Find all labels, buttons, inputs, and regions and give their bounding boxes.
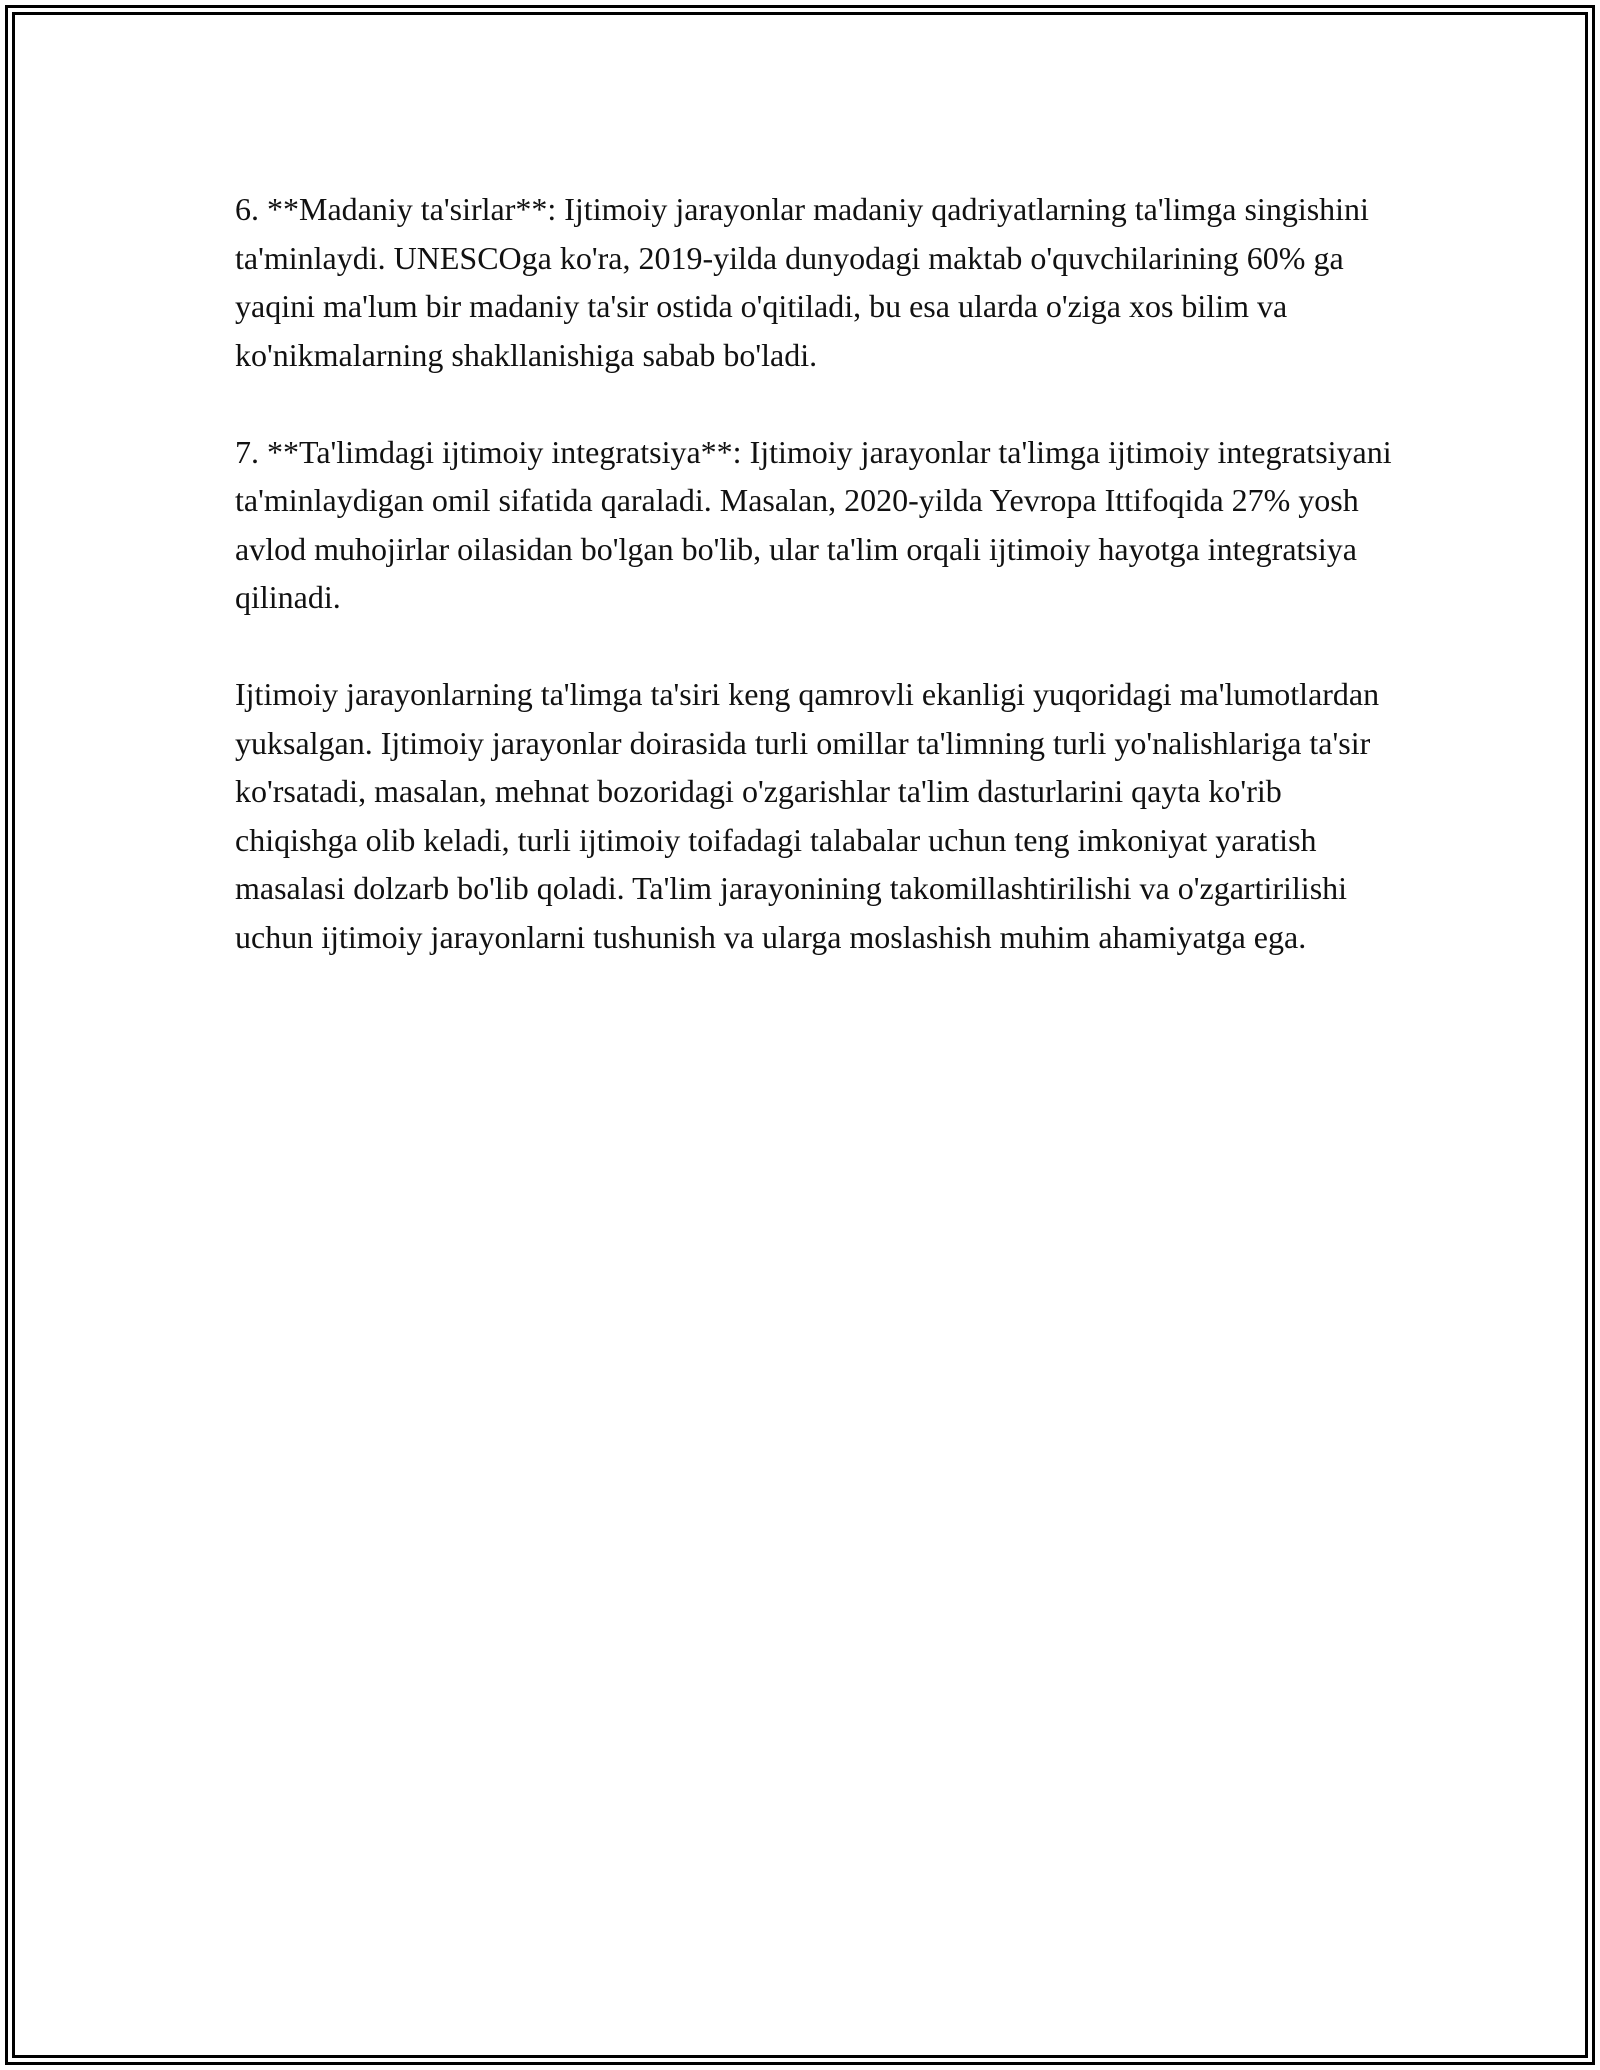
- paragraph-social-integration: 7. **Ta'limdagi ijtimoiy integratsiya**: Ijtimoiy jarayonlar ta'limga ijtimoiy integratsiyani ta'minlaydigan omil sifatida qaraladi. Masalan, 2020-yilda Yevropa Ittifoqida 27% yosh avlod muhojirlar oilasidan bo'lgan bo'lib, ular ta'lim orqali ijtimoiy hayotga integratsiya qilinadi.: [235, 433, 1392, 615]
- document-body: [235, 185, 1395, 961]
- paragraph-conclusion: Ijtimoiy jarayonlarning ta'limga ta'siri keng qamrovli ekanligi yuqoridagi ma'lumotlardan yuksalgan. Ijtimoiy jarayonlar doirasida turli omillar ta'limning turli yo'nalishlariga ta'sir ko'rsatadi, masalan, mehnat bozoridagi o'zgarishlar ta'lim dasturlarini qayta ko'rib chiqishga olib keladi, turli ijtimoiy toifadagi talabalar uchun teng imkoniyat yaratish masalasi dolzarb bo'lib qoladi. Ta'lim jarayonining takomillashtirilishi va o'zgartirilishi uchun ijtimoiy jarayonlarni tushunish va ularga moslashish muhim ahamiyatga ega.: [235, 676, 1380, 955]
- paragraph-cultural-influences: 6. **Madaniy ta'sirlar**: Ijtimoiy jarayonlar madaniy qadriyatlarning ta'limga singishini ta'minlaydi. UNESCOga ko'ra, 2019-yilda dunyodagi maktab o'quvchilarining 60% ga yaqini ma'lum bir madaniy ta'sir ostida o'qitiladi, bu esa ularda o'ziga xos bilim va ko'nikmalarning shakllanishiga sabab bo'ladi.: [235, 191, 1369, 373]
